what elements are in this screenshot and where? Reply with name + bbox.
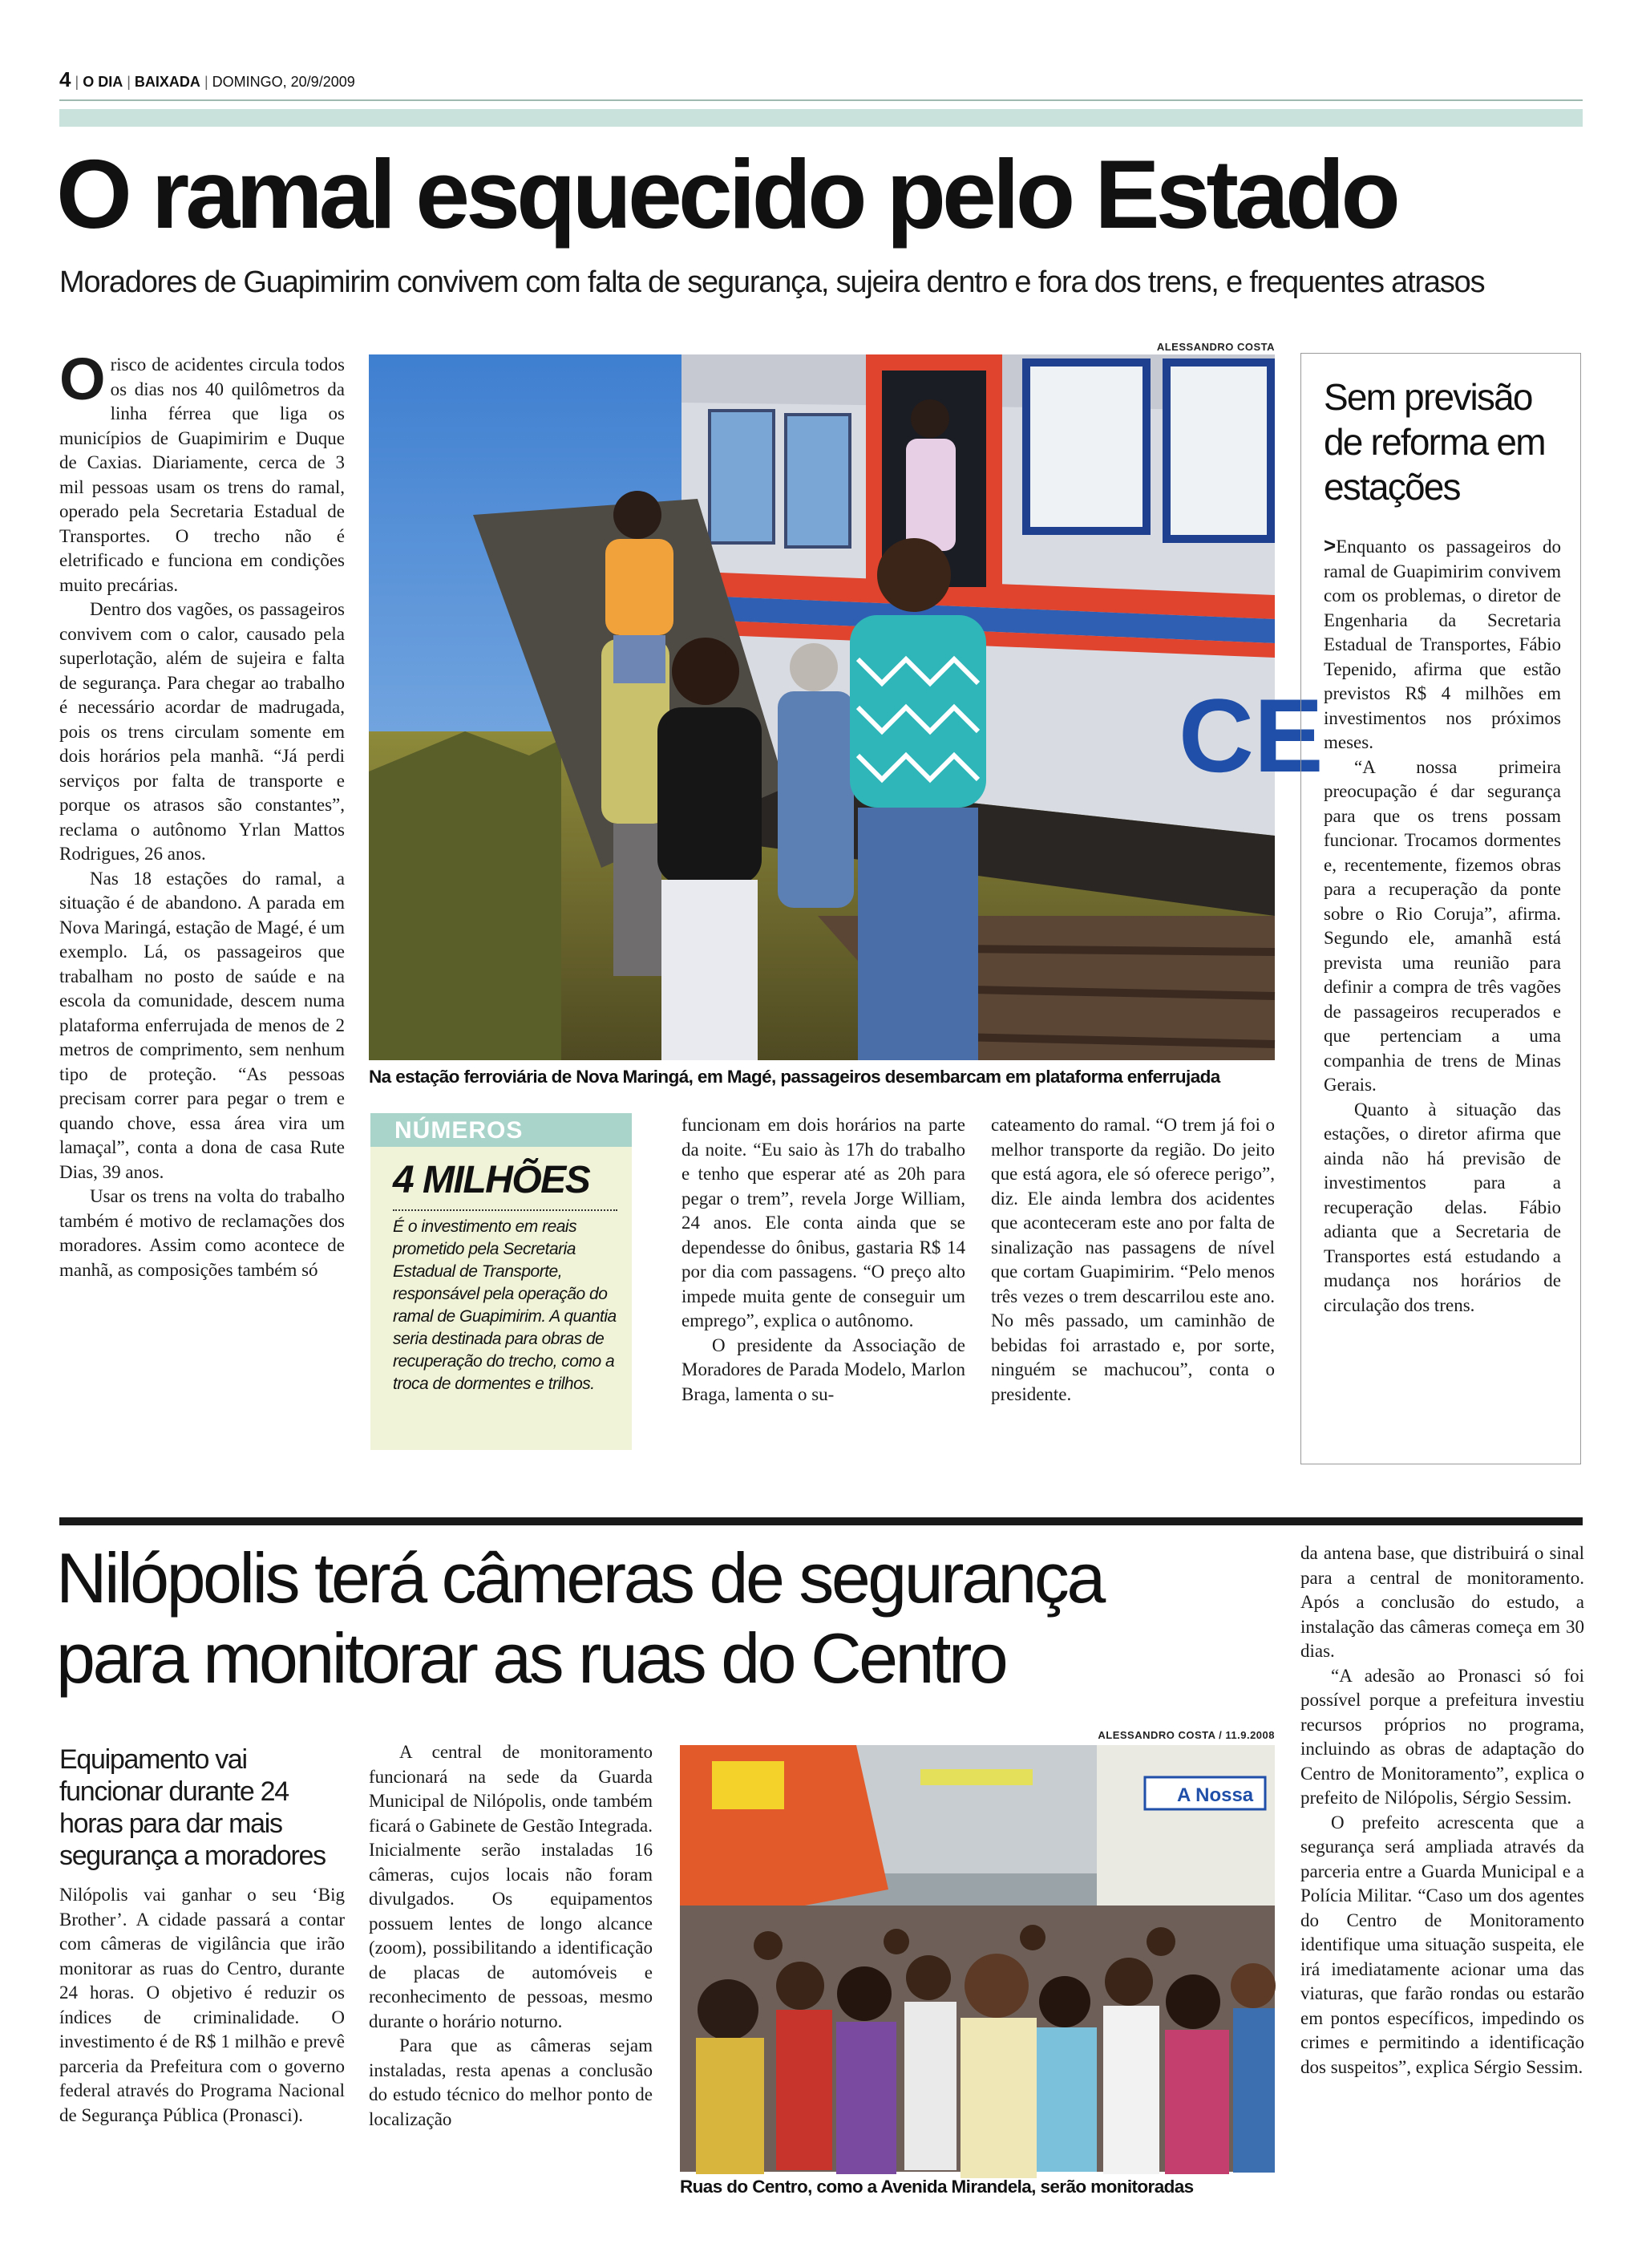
arrow-marker-icon: > — [1324, 533, 1337, 557]
story1-column-4 — [991, 1113, 1275, 1407]
story2-photo-credit: ALESSANDRO COSTA / 11.9.2008 — [1098, 1729, 1275, 1741]
numeros-figure: 4 MILHÕES — [393, 1159, 590, 1201]
paragraph: Usar os trens na volta do trabalho também é motivo de reclamações dos moradores. Assim como acontece de manhã, as composições também só — [59, 1186, 345, 1280]
story2-subhead: Equipamento vai funcionar durante 24 horas para dar mais segurança a moradores — [59, 1744, 326, 1871]
story1-column-1 — [59, 346, 345, 1282]
paragraph: Enquanto os passageiros do ramal de Guapimirim convivem com os problemas, o diretor de Engenharia da Secretaria Estadual de Transportes, Fábio Tepenido, afirma que estão previstos R$ 4 milhões em investimentos nos próximos meses. — [1324, 537, 1561, 752]
header-accent-bar — [59, 109, 1583, 127]
paragraph: A central de monitoramento funcionará na sede da Guarda Municipal de Nilópolis, onde também ficará o Gabinete de Gestão Integrada. Inicialmente serão instaladas 16 câmeras, cujos locais não foram divulgados. Os equipamentos possuem lentes de longo alcance (zoom), possibilitando a identificação de placas de automóveis e reconhecimento de pessoas, mesmo durante o horário noturno. — [369, 1742, 653, 2031]
story2-column-4 — [1300, 1541, 1584, 2080]
svg-text:CE: CE — [1179, 677, 1324, 794]
photo-caption: Na estação ferroviária de Nova Maringá, em Magé, passageiros desembarcam em plataforma enferrujada — [369, 1067, 1220, 1087]
paragraph: Quanto à situação das estações, o diretor afirma que ainda não há previsão de investimentos para a recuperação delas. Fábio adianta que a Secretaria de Transportes está estudando a mudança nos horários de circulação dos trens. — [1324, 1099, 1561, 1315]
paragraph: Nas 18 estações do ramal, a situação é de abandono. A parada em Nova Maringá, estação de Magé, é um exemplo. Lá, os passageiros que trabalham no posto de saúde e na escola da comunidade, descem numa plataforma enferrujada de menos de 2 metros de comprimento, sem nenhum tipo de proteção. “As pessoas precisam correr para pegar o trem e quando chove, essa área vira um lamaçal”, conta a dona de casa Rute Dias, 39 anos. — [59, 868, 345, 1182]
numeros-label: NÚMEROS — [394, 1117, 524, 1144]
sidebar-box — [1300, 353, 1581, 1464]
subheadline: Moradores de Guapimirim convivem com falta de segurança, sujeira dentro e fora dos trens, e frequentes atrasos — [59, 265, 1485, 299]
paragraph: cateamento do ramal. “O trem já foi o melhor transporte da região. Do jeito que está agora, ele só oferece perigo”, diz. Ele ainda lembra dos acidentes que aconteceram este ano por falta de sinalização nas passagens de nível que cortam Guapimirim. “Pelo menos três vezes o trem descarrilou este ano. No mês passado, um caminhão de bebidas foi arrastado e, por sorte, ninguém se machucou”, conta o presidente. — [991, 1115, 1275, 1404]
paragraph: funcionam em dois horários na parte da noite. “Eu saio às 17h do trabalho e tenho que esperar até as 20h para pegar o trem”, revela Jorge William, 24 anos. Ele conta ainda que se dependesse do ônibus, gastaria R$ 14 por dia com passagens. “O preço alto impede muita gente de conseguir um emprego”, explica o autônomo. — [681, 1115, 965, 1330]
sidebar-text — [1324, 533, 1561, 1318]
story2-headline — [56, 1538, 1259, 1699]
numeros-text: É o investimento em reais prometido pela Secretaria Estadual de Transporte, responsável pela operação do ramal de Guapimirim. A quantia seria destinada para obras de recuperação do trecho, como a troca de dormentes e trilhos. — [393, 1217, 617, 1393]
paragraph: risco de acidentes circula todos os dias nos 40 quilômetros da linha férrea que liga os municípios de Guapimirim e Duque de Caxias. Diariamente, cerca de 3 mil pessoas usam os trens do ramal, operado pela Secretaria Estadual de Transportes. O trecho não é eletrificado e funciona em condições muito precárias. — [59, 354, 345, 595]
numeros-divider — [393, 1209, 617, 1211]
section-name: BAIXADA — [134, 74, 200, 90]
paragraph: “A nossa primeira preocupação é dar segurança para que os trens possam funcionar. Trocamos dormentes e, recentemente, fizemos obras para a recuperação da ponte sobre o Rio Coruja”, afirma. Segundo ele, amanhã está prevista uma reunião para definir a compra de três vagões de passageiros recuperados e que pertenciam a uma companhia de trens de Minas Gerais. — [1324, 756, 1561, 1095]
issue-date: DOMINGO, 20/9/2009 — [212, 74, 355, 90]
header-rule — [59, 99, 1583, 101]
paragraph: Nilópolis vai ganhar o seu ‘Big Brother’. A cidade passará a contar com câmeras de vigilância que irão monitorar as ruas do Centro, durante 24 horas. O objetivo é reduzir os índices de criminalidade. O investimento é de R$ 1 milhão e prevê parceria da Prefeitura com o governo federal através do Programa Nacional de Segurança Pública (Pronasci). — [59, 1885, 345, 2125]
story1-column-3 — [681, 1113, 965, 1407]
story2-headline-line-1: Nilópolis terá câmeras de segurança — [56, 1538, 1103, 1618]
paragraph: O prefeito acrescenta que a segurança será ampliada através da parceria entre a Guarda Municipal e a Polícia Militar. “Caso um dos agentes do Centro de Monitoramento identifique uma situação suspeita, ele irá imediatamente acionar uma das viaturas, que farão rondas ou estarão em pontos específicos, impedindo os crimes e permitindo a identificação dos suspeitos”, explica Sérgio Sessim. — [1300, 1812, 1584, 2077]
page-number: 4 — [59, 67, 71, 91]
story-divider-rule — [59, 1517, 1583, 1525]
page-header: 4 | O DIA | BAIXADA | DOMINGO, 20/9/2009 — [59, 67, 355, 91]
shop-sign: A Nossa — [1177, 1784, 1254, 1806]
paragraph: da antena base, que distribuirá o sinal para a central de monitoramento. Após a conclusão do estudo, a instalação das câmeras começa em 30 dias. — [1300, 1543, 1584, 1661]
paragraph: Dentro dos vagões, os passageiros convivem com o calor, causado pela superlotação, além de sujeira e falta de segurança. Para chegar ao trabalho é necessário acordar de madrugada, pois os trens circulam somente em dois horários pela manhã. “Já perdi serviços por falta de transporte e porque os atrasos são constantes”, reclama o autônomo Yrlan Mattos Rodrigues, 26 anos. — [59, 599, 345, 864]
story2-photo-caption: Ruas do Centro, como a Avenida Mirandela, serão monitoradas — [680, 2177, 1194, 2197]
story2-column-2 — [369, 1740, 653, 2132]
story2-column-1 — [59, 1883, 345, 2128]
numeros-box — [370, 1113, 632, 1450]
paragraph: Para que as câmeras sejam instaladas, resta apenas a conclusão do estudo técnico do melhor ponto de localização — [369, 2035, 653, 2129]
street-crowd-photo — [680, 1745, 1275, 2172]
paragraph: “A adesão ao Pronasci só foi possível porque a prefeitura investiu recursos próprios no programa, incluindo as obras de adaptação do Centro de Monitoramento”, explica o prefeito de Nilópolis, Sérgio Sessim. — [1300, 1665, 1584, 1808]
paragraph: O presidente da Associação de Moradores de Parada Modelo, Marlon Braga, lamenta o su- — [681, 1334, 965, 1404]
sidebar-title: Sem previsão de reforma em estações — [1324, 376, 1545, 508]
train-photo — [369, 354, 1324, 1060]
paper-name: O DIA — [83, 74, 123, 90]
train-photo-illustration — [369, 354, 1324, 1060]
headline: O ramal esquecido pelo Estado — [56, 140, 1397, 249]
street-crowd-illustration — [680, 1745, 1275, 2172]
drop-cap: O — [59, 346, 106, 412]
photo-credit: ALESSANDRO COSTA — [1156, 341, 1275, 353]
story2-headline-line-2: para monitorar as ruas do Centro — [56, 1618, 1006, 1698]
